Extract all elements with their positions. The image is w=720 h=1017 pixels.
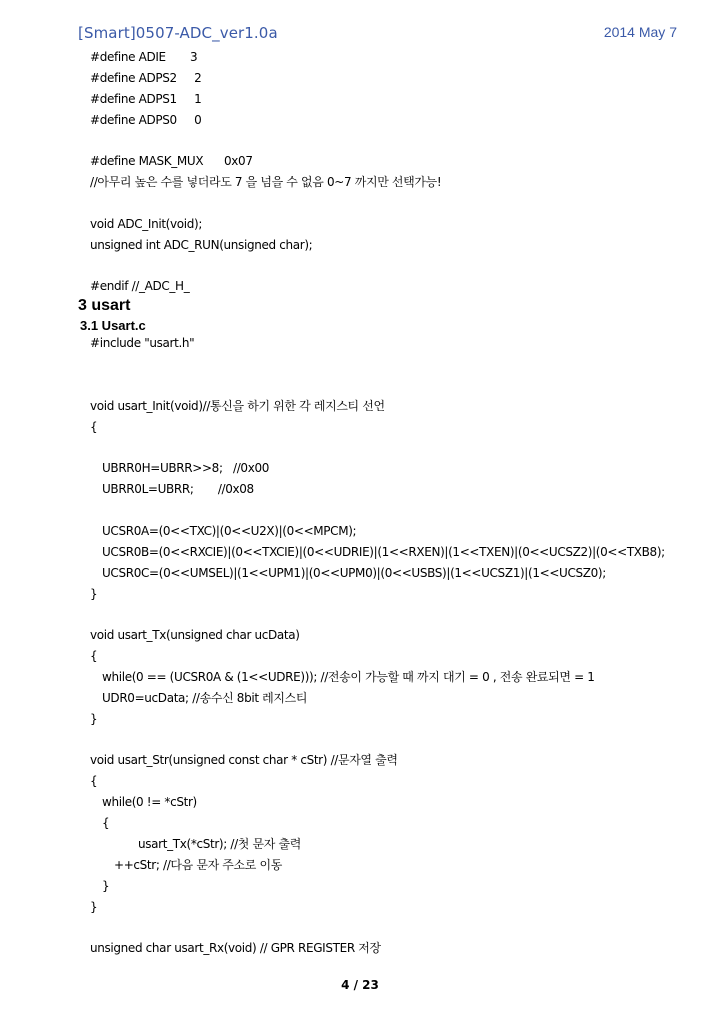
- document-date: 2014 May 7: [603, 24, 677, 40]
- code-line: #define ADIE 3: [90, 50, 198, 64]
- code-line: while(0 != *cStr): [102, 795, 197, 809]
- code-line: {: [90, 420, 98, 434]
- code-line: UBRR0H=UBRR>>8; //0x00: [102, 461, 270, 475]
- code-line: void usart_Init(void)//통신을 하기 위한 각 레지스티 선언: [90, 399, 385, 413]
- code-line: void usart_Str(unsigned const char * cStr) //문자열 출력: [90, 753, 398, 767]
- code-line: while(0 == (UCSR0A & (1<<UDRE))); //전송이 가능할 때 까지 대기 = 0 , 전송 완료되면 = 1: [102, 670, 595, 684]
- code-line: void usart_Tx(unsigned char ucData): [90, 628, 300, 642]
- page-number: 4 / 23: [341, 978, 379, 992]
- code-line: UCSR0C=(0<<UMSEL)|(1<<UPM1)|(0<<UPM0)|(0<<USBS)|(1<<UCSZ1)|(1<<UCSZ0);: [102, 566, 606, 580]
- code-line: {: [90, 774, 98, 788]
- code-line: unsigned char usart_Rx(void) // GPR REGISTER 저장: [90, 941, 381, 955]
- code-line: UBRR0L=UBRR; //0x08: [102, 482, 254, 496]
- code-line: {: [90, 649, 98, 663]
- code-line: }: [102, 879, 110, 893]
- code-line: }: [90, 900, 98, 914]
- code-line: #define ADPS0 0: [90, 113, 202, 127]
- code-line: #include "usart.h": [90, 336, 195, 350]
- subsection-heading: 3.1 Usart.c: [80, 318, 146, 333]
- code-line: void ADC_Init(void);: [90, 217, 203, 231]
- code-line: UCSR0B=(0<<RXCIE)|(0<<TXCIE)|(0<<UDRIE)|(1<<RXEN)|(1<<TXEN)|(0<<UCSZ2)|(0<<TXB8);: [102, 545, 665, 559]
- code-line: {: [102, 816, 110, 830]
- code-line: }: [90, 587, 98, 601]
- code-comment: //아무리 높은 수를 넣더라도 7 을 넘을 수 없음 0~7 까지만 선택가능!: [90, 175, 442, 189]
- code-line: ++cStr; //다음 문자 주소로 이동: [114, 858, 282, 872]
- code-line: UDR0=ucData; //송수신 8bit 레지스티: [102, 691, 308, 705]
- code-line: #endif //_ADC_H_: [90, 279, 190, 293]
- code-line: #define MASK_MUX 0x07: [90, 154, 253, 168]
- document-title: [Smart]0507-ADC_ver1.0a: [78, 24, 278, 42]
- code-line: UCSR0A=(0<<TXC)|(0<<U2X)|(0<<MPCM);: [102, 524, 357, 538]
- code-line: usart_Tx(*cStr); //첫 문자 출력: [138, 837, 301, 851]
- code-line: #define ADPS2 2: [90, 71, 202, 85]
- code-line: #define ADPS1 1: [90, 92, 202, 106]
- code-line: }: [90, 712, 98, 726]
- section-heading: 3 usart: [78, 297, 131, 314]
- code-line: unsigned int ADC_RUN(unsigned char);: [90, 238, 313, 252]
